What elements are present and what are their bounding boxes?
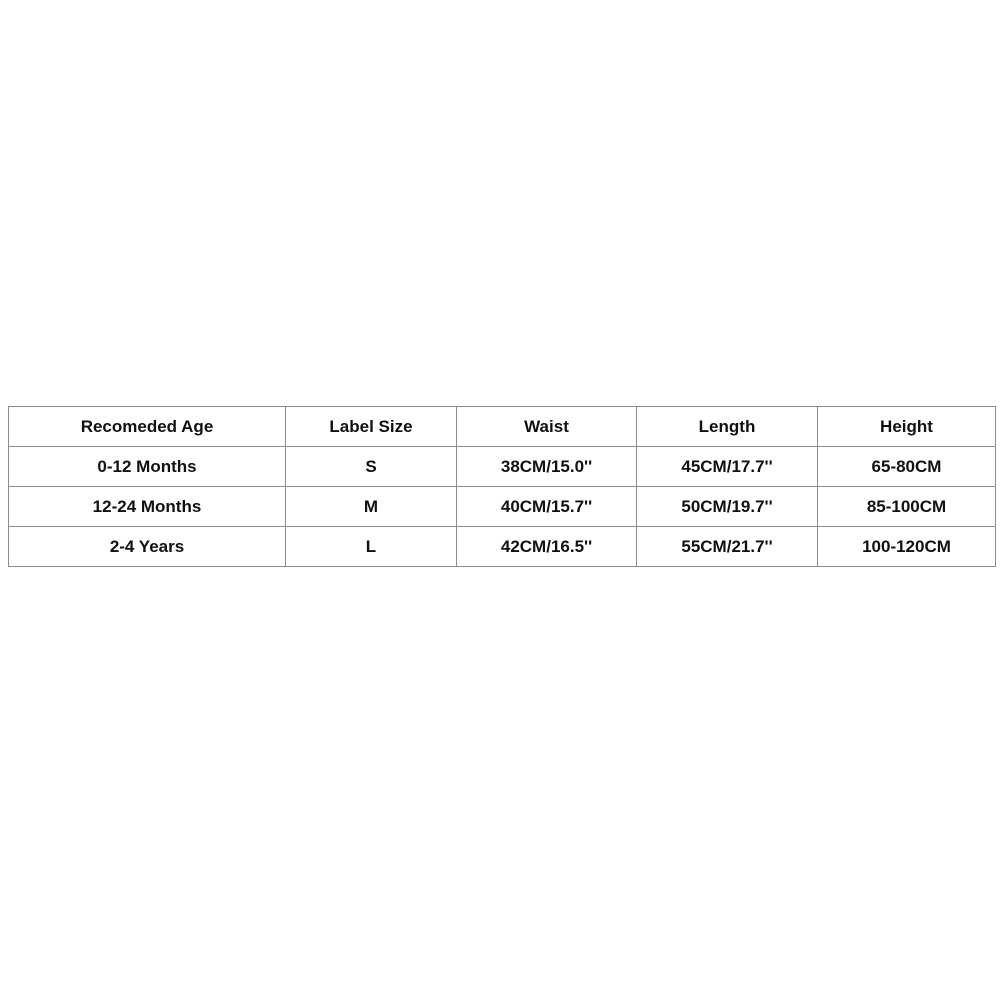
cell-label-size: S [286, 447, 457, 487]
cell-height: 100-120CM [818, 527, 996, 567]
header-cell-length: Length [637, 407, 818, 447]
table-row [9, 527, 996, 567]
header-cell-label-size: Label Size [286, 407, 457, 447]
cell-height: 85-100CM [818, 487, 996, 527]
cell-label-size: L [286, 527, 457, 567]
cell-waist: 40CM/15.7'' [457, 487, 637, 527]
header-cell-waist: Waist [457, 407, 637, 447]
cell-waist: 42CM/16.5'' [457, 527, 637, 567]
cell-age: 12-24 Months [9, 487, 286, 527]
cell-length: 50CM/19.7'' [637, 487, 818, 527]
header-cell-height: Height [818, 407, 996, 447]
size-chart-table [8, 406, 996, 567]
cell-waist: 38CM/15.0'' [457, 447, 637, 487]
header-cell-age: Recomeded Age [9, 407, 286, 447]
cell-label-size: M [286, 487, 457, 527]
cell-age: 0-12 Months [9, 447, 286, 487]
table-header-row [9, 407, 996, 447]
cell-length: 45CM/17.7'' [637, 447, 818, 487]
cell-age: 2-4 Years [9, 527, 286, 567]
cell-height: 65-80CM [818, 447, 996, 487]
cell-length: 55CM/21.7'' [637, 527, 818, 567]
table-row [9, 447, 996, 487]
table-row [9, 487, 996, 527]
